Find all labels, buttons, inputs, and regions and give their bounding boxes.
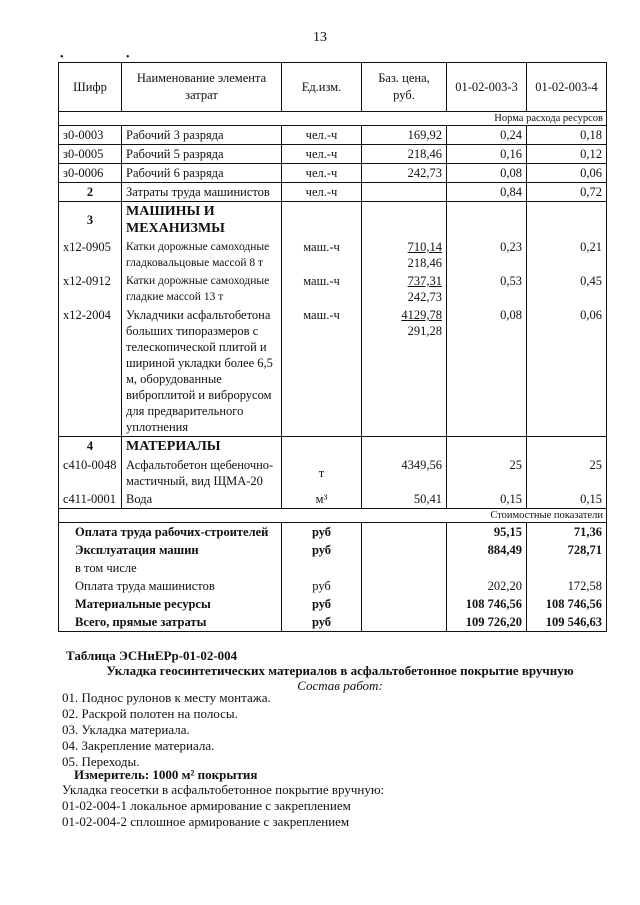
row-name: Катки дорожные самоходные гладкие массой 13 т bbox=[122, 272, 282, 306]
row-name: Рабочий 3 разряда bbox=[122, 126, 282, 145]
summary-value-b: 728,71 bbox=[527, 541, 607, 559]
row-code: з0-0006 bbox=[59, 164, 122, 183]
row-unit: м³ bbox=[282, 490, 362, 509]
row-name: Вода bbox=[122, 490, 282, 509]
work-steps bbox=[62, 690, 622, 770]
row-price-main: 737,31 bbox=[407, 274, 442, 288]
summary-row bbox=[59, 541, 607, 559]
table-row bbox=[59, 456, 607, 490]
header-col-b: 01-02-003-4 bbox=[527, 63, 607, 112]
row-price: 4349,56 bbox=[362, 456, 447, 490]
row-unit: чел.-ч bbox=[282, 183, 362, 202]
row-name: Рабочий 6 разряда bbox=[122, 164, 282, 183]
row-value-b: 0,18 bbox=[527, 126, 607, 145]
row-unit: маш.-ч bbox=[282, 238, 362, 272]
row-value-b: 0,72 bbox=[527, 183, 607, 202]
summary-value-a: 884,49 bbox=[447, 541, 527, 559]
row-value-b: 0,21 bbox=[527, 238, 607, 272]
summary-unit: руб bbox=[282, 523, 362, 542]
table-header bbox=[59, 63, 607, 112]
row-name: Рабочий 5 разряда bbox=[122, 145, 282, 164]
summary-label: Эксплуатация машин bbox=[59, 541, 282, 559]
summary-label: Оплата труда рабочих-строителей bbox=[59, 523, 282, 542]
work-line: 01-02-004-2 сплошное армирование с закреплением bbox=[62, 814, 350, 829]
row-price bbox=[362, 306, 447, 437]
section-title: МАТЕРИАЛЫ bbox=[122, 437, 282, 457]
work-step: 05. Переходы. bbox=[62, 754, 140, 769]
table-row bbox=[59, 145, 607, 164]
row-value-b: 0,45 bbox=[527, 272, 607, 306]
summary-value-a: 109 726,20 bbox=[447, 613, 527, 632]
header-price: Баз. цена, руб. bbox=[362, 63, 447, 112]
table-row-machinist-labor bbox=[59, 183, 607, 202]
band-cost-label: Стоимостные показатели bbox=[59, 509, 607, 523]
row-price: 242,73 bbox=[362, 164, 447, 183]
row-price bbox=[362, 272, 447, 306]
table-row bbox=[59, 126, 607, 145]
row-value-a: 0,08 bbox=[447, 306, 527, 437]
table-row bbox=[59, 238, 607, 272]
band-cost bbox=[59, 509, 607, 523]
row-code: с411-0001 bbox=[59, 490, 122, 509]
row-price: 50,41 bbox=[362, 490, 447, 509]
summary-label: в том числе bbox=[59, 559, 282, 577]
row-code: х12-0905 bbox=[59, 238, 122, 272]
header-name: Наименование элемента затрат bbox=[122, 63, 282, 112]
page-number: 13 bbox=[313, 30, 327, 45]
row-price-wage: 291,28 bbox=[407, 324, 442, 338]
header-col-a: 01-02-003-3 bbox=[447, 63, 527, 112]
summary-label: Всего, прямые затраты bbox=[59, 613, 282, 632]
summary-value-a: 95,15 bbox=[447, 523, 527, 542]
row-unit: т bbox=[282, 456, 362, 490]
row-value-b: 0,12 bbox=[527, 145, 607, 164]
row-unit: маш.-ч bbox=[282, 272, 362, 306]
summary-value-a: 108 746,56 bbox=[447, 595, 527, 613]
row-unit: маш.-ч bbox=[282, 306, 362, 437]
row-value-a: 0,16 bbox=[447, 145, 527, 164]
table-subtitle: Укладка геосинтетических материалов в асфальтобетонное покрытие вручную bbox=[106, 663, 574, 678]
table-row bbox=[59, 306, 607, 437]
work-heading: Состав работ: bbox=[297, 678, 383, 693]
summary-row bbox=[59, 523, 607, 542]
table-row bbox=[59, 272, 607, 306]
section-machines bbox=[59, 202, 607, 239]
row-code: 2 bbox=[59, 183, 122, 202]
row-value-a: 0,53 bbox=[447, 272, 527, 306]
row-value-b: 25 bbox=[527, 456, 607, 490]
summary-label: Оплата труда машинистов bbox=[59, 577, 282, 595]
row-price: 169,92 bbox=[362, 126, 447, 145]
row-code: з0-0005 bbox=[59, 145, 122, 164]
row-code: с410-0048 bbox=[59, 456, 122, 490]
band-norm bbox=[59, 112, 607, 126]
summary-label: Материальные ресурсы bbox=[59, 595, 282, 613]
summary-value-b: 71,36 bbox=[527, 523, 607, 542]
band-norm-label: Норма расхода ресурсов bbox=[59, 112, 607, 126]
work-step: 03. Укладка материала. bbox=[62, 722, 190, 737]
section-materials bbox=[59, 437, 607, 457]
row-code: х12-2004 bbox=[59, 306, 122, 437]
work-line: Укладка геосетки в асфальтобетонное покрытие вручную: bbox=[62, 782, 385, 797]
row-code: х12-0912 bbox=[59, 272, 122, 306]
row-value-a: 0,23 bbox=[447, 238, 527, 272]
row-price-empty bbox=[362, 183, 447, 202]
row-price-wage: 218,46 bbox=[407, 256, 442, 270]
row-unit: чел.-ч bbox=[282, 145, 362, 164]
row-value-b: 0,15 bbox=[527, 490, 607, 509]
row-value-a: 0,08 bbox=[447, 164, 527, 183]
resource-table bbox=[58, 62, 607, 632]
row-price-main: 710,14 bbox=[407, 240, 442, 254]
summary-row bbox=[59, 595, 607, 613]
row-price-main: 4129,78 bbox=[401, 308, 442, 322]
summary-value-b: 172,58 bbox=[527, 577, 607, 595]
work-step: 01. Поднос рулонов к месту монтажа. bbox=[62, 690, 271, 705]
summary-value-b: 108 746,56 bbox=[527, 595, 607, 613]
work-step: 02. Раскрой полотен на полосы. bbox=[62, 706, 238, 721]
work-step: 04. Закрепление материала. bbox=[62, 738, 215, 753]
summary-unit: руб bbox=[282, 613, 362, 632]
row-unit: чел.-ч bbox=[282, 164, 362, 183]
summary-value-b: 109 546,63 bbox=[527, 613, 607, 632]
summary-row bbox=[59, 559, 607, 577]
header-code: Шифр bbox=[59, 63, 122, 112]
row-value-b: 0,06 bbox=[527, 164, 607, 183]
row-name: Укладчики асфальтобетона больших типоразмеров с телескопической плитой и шириной укладки более 6,5 м, оборудованные виброплитой и виброрусом для предварительного уплотнения bbox=[122, 306, 282, 437]
row-price-wage: 242,73 bbox=[407, 290, 442, 304]
row-name: Асфальтобетон щебеночно-мастичный, вид ЩМА-20 bbox=[122, 456, 282, 490]
summary-row bbox=[59, 577, 607, 595]
section-title: МАШИНЫ И МЕХАНИЗМЫ bbox=[122, 202, 282, 239]
table-row bbox=[59, 490, 607, 509]
meter-line: Измеритель: 1000 м² покрытия bbox=[74, 767, 258, 782]
row-price: 218,46 bbox=[362, 145, 447, 164]
row-code: з0-0003 bbox=[59, 126, 122, 145]
row-value-a: 0,84 bbox=[447, 183, 527, 202]
work-lines bbox=[62, 782, 622, 830]
summary-unit: руб bbox=[282, 541, 362, 559]
summary-value-a: 202,20 bbox=[447, 577, 527, 595]
table-row bbox=[59, 164, 607, 183]
row-name: Катки дорожные самоходные гладковальцовые массой 8 т bbox=[122, 238, 282, 272]
scan-marks: • • bbox=[60, 52, 160, 63]
summary-unit: руб bbox=[282, 577, 362, 595]
row-value-a: 25 bbox=[447, 456, 527, 490]
row-value-b: 0,06 bbox=[527, 306, 607, 437]
row-price bbox=[362, 238, 447, 272]
summary-unit: руб bbox=[282, 595, 362, 613]
header-unit: Ед.изм. bbox=[282, 63, 362, 112]
row-unit: чел.-ч bbox=[282, 126, 362, 145]
row-value-a: 0,15 bbox=[447, 490, 527, 509]
table-title: Таблица ЭСНиЕРр-01-02-004 bbox=[66, 648, 238, 663]
row-name: Затраты труда машинистов bbox=[122, 183, 282, 202]
summary-row-total bbox=[59, 613, 607, 632]
work-line: 01-02-004-1 локальное армирование с закреплением bbox=[62, 798, 351, 813]
section-code: 4 bbox=[59, 437, 122, 457]
row-value-a: 0,24 bbox=[447, 126, 527, 145]
section-code: 3 bbox=[59, 202, 122, 239]
